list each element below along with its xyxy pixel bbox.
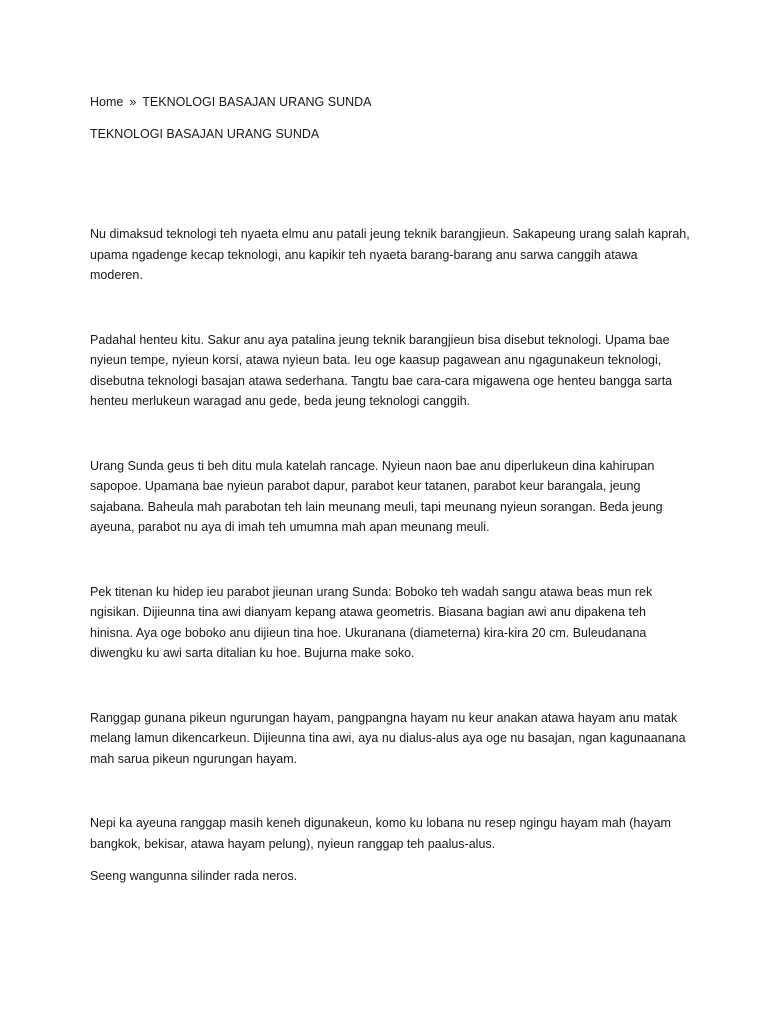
breadcrumb [90, 92, 690, 112]
paragraph: Urang Sunda geus ti beh ditu mula katelah rancage. Nyieun naon bae anu diperlukeun dina kahirupan sapopoe. Upamana bae nyieun parabot dapur, parabot keur tatanen, parabot keur barangala, jeung sajabana. Baheula mah parabotan teh lain meunang meuli, tapi meunang nyieun sorangan. Beda jeung ayeuna, parabot nu aya di imah teh umumna mah apan meunang meuli. [90, 458, 663, 534]
page-title: TEKNOLOGI BASAJAN URANG SUNDA [90, 127, 320, 141]
paragraph: Pek titenan ku hidep ieu parabot jieunan urang Sunda: Boboko teh wadah sangu atawa beas mun rek ngisikan. Dijieunna tina awi dianyam kepang atawa geometris. Biasana bagian awi anu dipakena teh hinisna. Aya oge boboko anu dijieun tina hoe. Ukuranana (diameterna) kira-kira 20 cm. Buleudanana diwengku ku awi sarta ditalian ku hoe. Bujurna make soko. [90, 584, 653, 660]
paragraph: Ranggap gunana pikeun ngurungan hayam, pangpangna hayam nu keur anakan atawa hayam anu matak melang lamun dikencarkeun. Dijieunna tina awi, aya nu dialus-alus aya oge nu basajan, ngan kagunaanana mah sarua pikeun ngurungan hayam. [90, 710, 686, 766]
breadcrumb-home-link[interactable]: Home [90, 95, 124, 109]
document-page [90, 92, 690, 887]
breadcrumb-current: TEKNOLOGI BASAJAN URANG SUNDA [142, 95, 372, 109]
paragraph: Nepi ka ayeuna ranggap masih keneh digunakeun, komo ku lobana nu resep ngingu hayam mah (hayam bangkok, bekisar, atawa hayam pelung), nyieun ranggap teh paalus-alus. [90, 816, 671, 851]
article-body [90, 224, 690, 887]
paragraph: Padahal henteu kitu. Sakur anu aya patalina jeung teknik barangjieun bisa disebut teknologi. Upama bae nyieun tempe, nyieun korsi, atawa nyieun bata. Ieu oge kaasup pagawean anu ngagunakeun teknologi, disebutna teknologi basajan atawa sederhana. Tangtu bae cara-cara migawena oge henteu bangga sarta henteu merlukeun waragad anu gede, beda jeung teknologi canggih. [90, 332, 673, 408]
paragraph: Seeng wangunna silinder rada neros. [90, 869, 298, 883]
paragraph: Nu dimaksud teknologi teh nyaeta elmu anu patali jeung teknik barangjieun. Sakapeung urang salah kaprah, upama ngadenge kecap teknologi, anu kapikir teh nyaeta barang-barang anu sarwa canggih atawa moderen. [90, 227, 690, 282]
breadcrumb-separator: » [129, 95, 137, 109]
